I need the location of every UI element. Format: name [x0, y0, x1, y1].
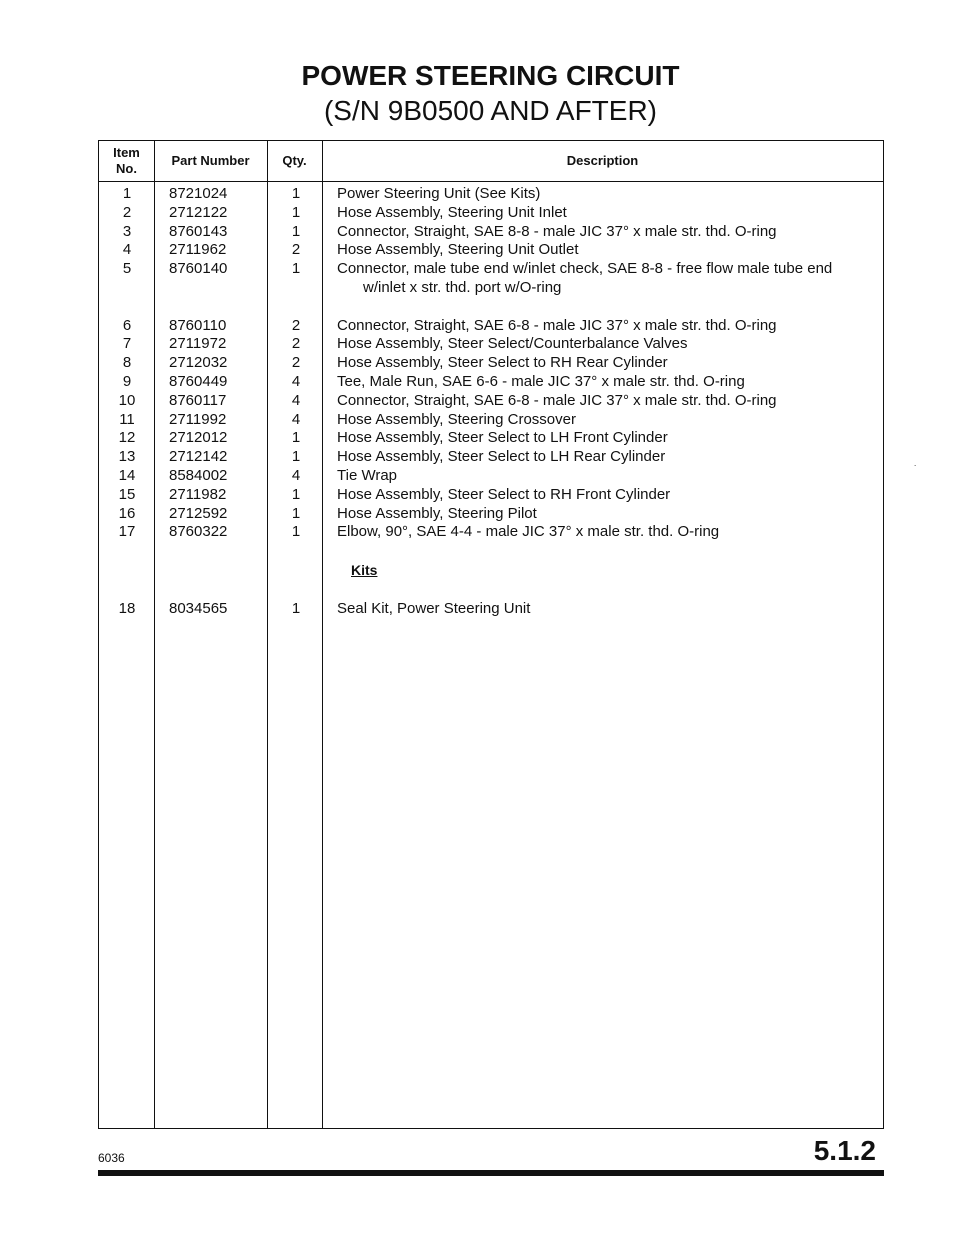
page-title: POWER STEERING CIRCUIT: [301, 60, 680, 91]
part-number: 8760143: [169, 222, 228, 240]
quantity: 1: [291, 203, 301, 221]
table-row: [99, 204, 883, 223]
description-text: Tee, Male Run, SAE 6-6 - male JIC 37° x male str. thd. O-ring: [337, 372, 745, 390]
description: [337, 260, 867, 298]
part-number: 2712012: [169, 429, 228, 447]
item-number: 16: [118, 504, 136, 522]
description-text: Hose Assembly, Steer Select to LH Front Cylinder: [337, 429, 668, 447]
table-row: [99, 241, 883, 260]
part-number: 2711992: [169, 410, 227, 428]
item-number: 13: [118, 448, 136, 466]
description: [337, 204, 867, 223]
header-item-no: [99, 141, 154, 181]
description-continued: w/inlet x str. thd. port w/O-ring: [363, 278, 562, 296]
header-no-label: No.: [116, 161, 137, 176]
table-body: [99, 185, 883, 618]
description: [337, 392, 867, 411]
item-number: 14: [118, 466, 136, 484]
item-number: 11: [119, 410, 135, 428]
table-row: [99, 354, 883, 373]
kits-heading: Kits: [351, 561, 378, 578]
description-text: Seal Kit, Power Steering Unit: [337, 599, 531, 617]
part-number: 8760322: [169, 523, 228, 541]
kits-heading-row: [99, 561, 883, 581]
page-subtitle: (S/N 9B0500 AND AFTER): [323, 95, 657, 126]
item-number: 7: [122, 335, 132, 353]
item-number: 2: [122, 203, 132, 221]
quantity: 1: [291, 260, 301, 278]
header-description: Description: [566, 153, 639, 168]
table-row: [99, 335, 883, 354]
description-text: Hose Assembly, Steering Pilot: [337, 504, 537, 522]
quantity: 4: [291, 372, 301, 390]
description: [337, 317, 867, 336]
item-number: 5: [122, 260, 132, 278]
part-number: 8760117: [169, 391, 227, 409]
quantity: 2: [291, 241, 301, 259]
part-number: 2712122: [169, 203, 228, 221]
item-number: 12: [118, 429, 136, 447]
part-number: 8034565: [169, 599, 228, 617]
item-number: 18: [118, 599, 136, 617]
description: [337, 241, 867, 260]
description-text: Elbow, 90°, SAE 4-4 - male JIC 37° x male str. thd. O-ring: [337, 523, 720, 541]
row-spacer: [99, 542, 883, 561]
row-spacer: [99, 298, 883, 317]
description: [337, 448, 867, 467]
header-qty: Qty.: [282, 153, 307, 168]
description-text: Hose Assembly, Steer Select/Counterbalance Valves: [337, 335, 688, 353]
description: [337, 429, 867, 448]
part-number: 2711972: [169, 335, 227, 353]
part-number: 2711982: [169, 485, 227, 503]
description-text: Hose Assembly, Steer Select to RH Front Cylinder: [337, 485, 671, 503]
table-row: [99, 467, 883, 486]
item-number: 9: [122, 372, 132, 390]
description-text: Hose Assembly, Steering Unit Inlet: [337, 203, 567, 221]
table-row: [99, 448, 883, 467]
item-number: 10: [118, 391, 136, 409]
part-number: 2711962: [169, 241, 227, 259]
table-row: [99, 600, 883, 619]
part-number: 2712592: [169, 504, 228, 522]
description-text: Connector, Straight, SAE 6-8 - male JIC 37° x male str. thd. O-ring: [337, 316, 777, 334]
part-number: 2712142: [169, 448, 228, 466]
description-text: Connector, Straight, SAE 8-8 - male JIC 37° x male str. thd. O-ring: [337, 222, 777, 240]
description: [337, 505, 867, 524]
description-text: Connector, Straight, SAE 6-8 - male JIC 37° x male str. thd. O-ring: [337, 391, 777, 409]
description: [337, 523, 867, 542]
item-number: 3: [122, 222, 132, 240]
table-row: [99, 185, 883, 204]
description-text: Hose Assembly, Steering Crossover: [337, 410, 576, 428]
part-number: 8721024: [169, 185, 228, 202]
item-number: 6: [122, 316, 132, 334]
quantity: 1: [291, 222, 301, 240]
header-divider: [99, 181, 883, 182]
quantity: 4: [291, 410, 301, 428]
header-item-label: Item: [113, 145, 140, 160]
quantity: 1: [291, 185, 301, 202]
quantity: 1: [291, 429, 301, 447]
part-number: 8584002: [169, 466, 228, 484]
table-row: [99, 411, 883, 430]
item-number: 17: [118, 523, 136, 541]
description: [337, 411, 867, 430]
part-number: 8760140: [169, 260, 228, 278]
description-text: Hose Assembly, Steering Unit Outlet: [337, 241, 579, 259]
page-number: 5.1.2: [813, 1135, 876, 1166]
quantity: 1: [291, 448, 301, 466]
quantity: 1: [291, 485, 301, 503]
description: [337, 223, 867, 242]
table-row: [99, 223, 883, 242]
description: [337, 354, 867, 373]
item-number: 4: [122, 241, 132, 259]
item-number: 15: [118, 485, 136, 503]
quantity: 2: [291, 354, 301, 372]
quantity: 1: [291, 504, 301, 522]
document-code: 6036: [98, 1151, 125, 1165]
table-row: [99, 317, 883, 336]
row-spacer: [99, 581, 883, 600]
description-text: Tie Wrap: [337, 466, 398, 484]
part-number: 8760110: [169, 316, 227, 334]
stray-mark: .: [914, 459, 917, 468]
parts-table: [98, 140, 884, 1129]
description: [337, 467, 867, 486]
table-row: [99, 392, 883, 411]
header-part-number: Part Number: [171, 153, 250, 168]
footer-rule: [98, 1170, 884, 1176]
table-row: [99, 486, 883, 505]
table-row: [99, 505, 883, 524]
part-number: 2712032: [169, 354, 228, 372]
quantity: 2: [291, 335, 301, 353]
quantity: 4: [291, 466, 301, 484]
table-row: [99, 373, 883, 392]
description: [337, 600, 867, 619]
table-row: [99, 523, 883, 542]
description: [337, 373, 867, 392]
item-number: 8: [122, 354, 132, 372]
description: [337, 335, 867, 354]
part-number: 8760449: [169, 372, 228, 390]
quantity: 4: [291, 391, 301, 409]
description: [337, 486, 867, 505]
description: [337, 185, 867, 204]
description-text: Power Steering Unit (See Kits): [337, 185, 541, 202]
quantity: 1: [291, 523, 301, 541]
table-row: [99, 429, 883, 448]
quantity: 1: [291, 599, 301, 617]
table-row: [99, 260, 883, 298]
description-text: Hose Assembly, Steer Select to RH Rear Cylinder: [337, 354, 668, 372]
description-text: Hose Assembly, Steer Select to LH Rear Cylinder: [337, 448, 666, 466]
description-text: Connector, male tube end w/inlet check, SAE 8-8 - free flow male tube end: [337, 260, 833, 278]
quantity: 2: [291, 316, 301, 334]
item-number: 1: [122, 185, 132, 202]
